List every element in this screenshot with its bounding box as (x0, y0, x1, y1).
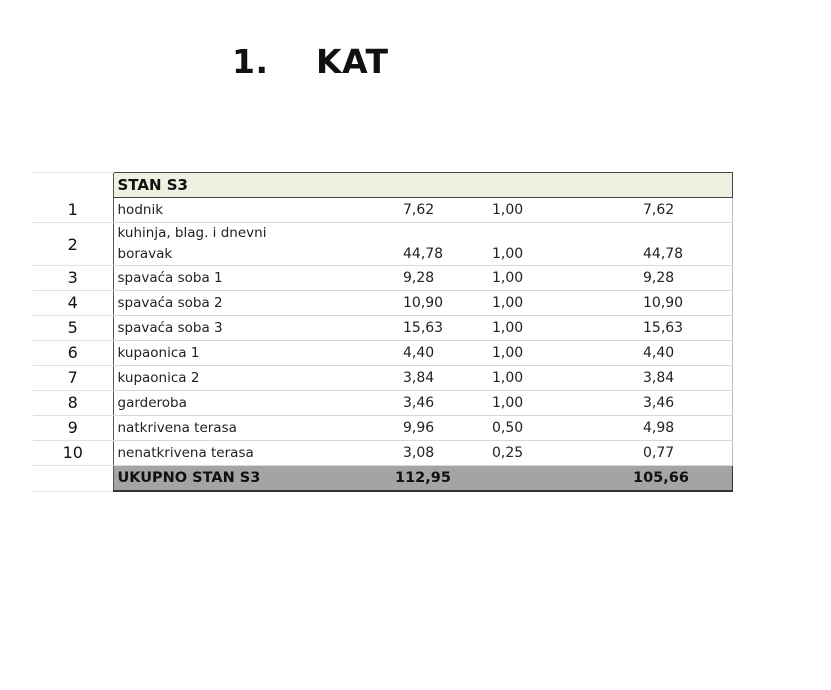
room-name: kupaonica 2 (113, 366, 335, 391)
room-area: 4,40 (335, 341, 455, 366)
row-number: 2 (33, 223, 113, 266)
room-net-area: 44,78 (565, 223, 732, 266)
unit-area-table (33, 172, 733, 492)
room-coefficient: 1,00 (455, 341, 565, 366)
room-coefficient: 0,25 (455, 441, 565, 466)
room-name: natkrivena terasa (113, 416, 335, 441)
room-name: garderoba (113, 391, 335, 416)
room-coefficient: 1,00 (455, 391, 565, 416)
room-name: hodnik (113, 198, 335, 223)
row-number: 1 (33, 198, 113, 223)
room-area: 7,62 (335, 198, 455, 223)
room-name: spavaća soba 1 (113, 266, 335, 291)
table-row (33, 223, 732, 266)
room-coefficient: 1,00 (455, 291, 565, 316)
table-total-row (33, 466, 732, 492)
table-row (33, 366, 732, 391)
room-name: spavaća soba 2 (113, 291, 335, 316)
table-row (33, 266, 732, 291)
row-number: 8 (33, 391, 113, 416)
row-number: 4 (33, 291, 113, 316)
room-coefficient: 1,00 (455, 198, 565, 223)
total-area: 112,95 (335, 466, 455, 492)
room-area: 10,90 (335, 291, 455, 316)
row-number: 6 (33, 341, 113, 366)
room-area: 3,08 (335, 441, 455, 466)
room-net-area: 7,62 (565, 198, 732, 223)
room-net-area: 15,63 (565, 316, 732, 341)
room-name (113, 223, 335, 266)
table-row (33, 391, 732, 416)
room-net-area: 4,40 (565, 341, 732, 366)
room-net-area: 0,77 (565, 441, 732, 466)
table-row (33, 341, 732, 366)
row-number: 9 (33, 416, 113, 441)
row-number: 7 (33, 366, 113, 391)
table-row (33, 441, 732, 466)
row-number: 10 (33, 441, 113, 466)
room-coefficient: 1,00 (455, 223, 565, 266)
row-number: 5 (33, 316, 113, 341)
row-number: 3 (33, 266, 113, 291)
table-row (33, 416, 732, 441)
room-net-area: 4,98 (565, 416, 732, 441)
room-name-line2: boravak (117, 246, 173, 262)
table-title-row (33, 173, 732, 198)
room-coefficient: 1,00 (455, 266, 565, 291)
room-net-area: 10,90 (565, 291, 732, 316)
total-net-area: 105,66 (565, 466, 732, 492)
room-name: kupaonica 1 (113, 341, 335, 366)
room-area: 9,28 (335, 266, 455, 291)
room-net-area: 3,84 (565, 366, 732, 391)
room-area: 9,96 (335, 416, 455, 441)
room-area: 3,46 (335, 391, 455, 416)
room-coefficient: 1,00 (455, 366, 565, 391)
room-net-area: 3,46 (565, 391, 732, 416)
room-name: nenatkrivena terasa (113, 441, 335, 466)
table-row (33, 198, 732, 223)
room-coefficient: 0,50 (455, 416, 565, 441)
heading-number: 1. (232, 42, 269, 81)
room-area: 3,84 (335, 366, 455, 391)
room-name: spavaća soba 3 (113, 316, 335, 341)
room-area: 15,63 (335, 316, 455, 341)
total-label: UKUPNO STAN S3 (113, 466, 335, 492)
table-row (33, 291, 732, 316)
room-name-line1: kuhinja, blag. i dnevni (117, 225, 267, 241)
room-area: 44,78 (335, 223, 455, 266)
heading-label: KAT (316, 42, 389, 81)
unit-title: STAN S3 (113, 173, 335, 198)
page-heading (232, 42, 389, 81)
table-row (33, 316, 732, 341)
room-net-area: 9,28 (565, 266, 732, 291)
room-coefficient: 1,00 (455, 316, 565, 341)
